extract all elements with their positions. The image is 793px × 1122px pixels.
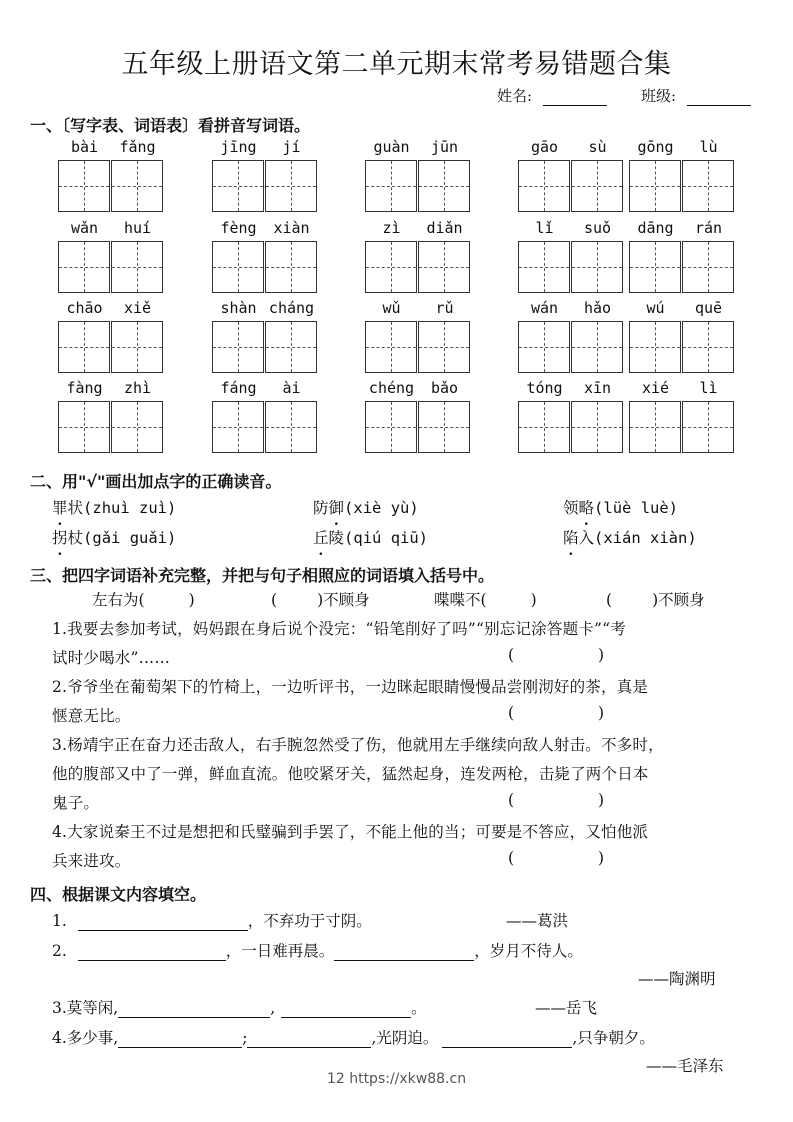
section2-heading: 二、用"√"画出加点字的正确读音。 (30, 472, 282, 491)
answer-paren-close[interactable]: ) (598, 704, 605, 722)
pinyin-options[interactable]: (zhuì zuì) (83, 499, 177, 517)
idiom-text: 喋喋不( (434, 591, 487, 609)
writing-box[interactable] (682, 401, 734, 453)
word-part: 领 (563, 499, 579, 517)
q2-text-1: ，一日难再晨。 (225, 942, 335, 960)
writing-box[interactable] (518, 401, 570, 453)
q1-text: ，不弃功于寸阴。 (247, 912, 372, 930)
writing-box[interactable] (629, 321, 681, 373)
writing-box[interactable] (418, 401, 470, 453)
pinyin-label: rán (694, 219, 723, 237)
pinyin-options[interactable]: (gǎi guǎi) (83, 529, 177, 547)
dotted-character: 略 (578, 499, 595, 517)
name-blank[interactable] (543, 91, 607, 106)
writing-box[interactable] (518, 160, 570, 212)
word-part: 陵 (328, 529, 345, 547)
writing-box[interactable] (365, 321, 417, 373)
dotted-character: 陷 (563, 529, 579, 547)
writing-box[interactable] (365, 241, 417, 293)
q3-blank-2[interactable] (281, 1001, 411, 1018)
writing-box[interactable] (58, 160, 110, 212)
q2-blank-1[interactable] (78, 944, 226, 961)
writing-box[interactable] (111, 241, 163, 293)
q4-end: ,只争朝夕。 (572, 1029, 655, 1047)
q2-author: ——陶渊明 (638, 970, 716, 988)
pronunciation-item (563, 496, 678, 518)
pinyin-label: chéng (368, 379, 415, 397)
writing-box[interactable] (682, 241, 734, 293)
q4-sep: ; (242, 1029, 248, 1047)
answer-paren-open[interactable]: ( (508, 646, 515, 664)
pinyin-label: ài (282, 379, 301, 397)
pinyin-label: bǎo (430, 379, 459, 397)
question-line: 2.爷爷坐在葡萄架下的竹椅上，一边听评书，一边眯起眼睛慢慢品尝刚沏好的茶，真是 (52, 678, 649, 696)
pinyin-options[interactable]: (lüè luè) (594, 499, 679, 517)
writing-box[interactable] (58, 241, 110, 293)
writing-box[interactable] (265, 321, 317, 373)
answer-paren-open[interactable]: ( (508, 791, 515, 809)
q4-blank-2[interactable] (247, 1031, 371, 1048)
pinyin-label: fèng (220, 219, 257, 237)
dotted-character: 拐 (52, 529, 68, 547)
pinyin-label: wán (530, 299, 559, 317)
dotted-character: 罪 (52, 499, 68, 517)
idiom-text: ( (606, 591, 613, 609)
writing-box[interactable] (265, 160, 317, 212)
idiom-item (271, 588, 370, 610)
writing-box[interactable] (571, 241, 623, 293)
pinyin-label: fáng (220, 379, 257, 397)
name-label: 姓名: (497, 87, 533, 105)
writing-box[interactable] (111, 401, 163, 453)
pinyin-label: hǎo (583, 299, 612, 317)
answer-paren-close[interactable]: ) (598, 646, 605, 664)
writing-box[interactable] (365, 160, 417, 212)
fill-q2 (52, 939, 583, 961)
pinyin-label: xiàn (273, 219, 310, 237)
pinyin-label: shàn (220, 299, 257, 317)
writing-box[interactable] (212, 321, 264, 373)
pinyin-label: lù (699, 138, 718, 156)
q3-end: 。 (411, 999, 427, 1017)
question-line: 鬼子。 (52, 794, 100, 812)
fill-q4 (52, 1026, 655, 1048)
pinyin-label: fǎng (119, 138, 156, 156)
writing-box[interactable] (58, 321, 110, 373)
writing-box[interactable] (682, 321, 734, 373)
writing-box[interactable] (58, 401, 110, 453)
writing-box[interactable] (682, 160, 734, 212)
footer-page-url: 12 https://xkw88.cn (326, 1071, 467, 1087)
writing-box[interactable] (629, 401, 681, 453)
writing-box[interactable] (365, 401, 417, 453)
word-part: 防 (313, 499, 329, 517)
pinyin-label: jīng (220, 138, 257, 156)
word-part: 杖 (67, 529, 84, 547)
pinyin-label: rǔ (435, 299, 454, 317)
q2-blank-2[interactable] (334, 944, 474, 961)
writing-box[interactable] (418, 321, 470, 373)
word-part: 状 (67, 499, 84, 517)
pinyin-label: bài (70, 138, 99, 156)
answer-paren-open[interactable]: ( (508, 849, 515, 867)
writing-box[interactable] (265, 241, 317, 293)
fill-q3 (52, 996, 427, 1018)
page-title: 五年级上册语文第二单元期末常考易错题合集 (121, 49, 672, 80)
dotted-character: 御 (328, 499, 345, 517)
q3-sep: , (270, 999, 276, 1017)
question-line: 3.杨靖宇正在奋力还击敌人，右手腕忽然受了伤，他就用左手继续向敌人射击。不多时， (52, 736, 664, 754)
pinyin-label: wú (646, 299, 665, 317)
pinyin-label: xiě (123, 299, 152, 317)
idiom-text: ) (530, 591, 537, 609)
pinyin-label: fàng (66, 379, 103, 397)
answer-paren-close[interactable]: ) (598, 849, 605, 867)
pronunciation-item (52, 526, 176, 548)
section4-heading: 四、根据课文内容填空。 (30, 885, 207, 904)
class-label: 班级: (641, 87, 677, 105)
section3-heading: 三、把四字词语补充完整，并把与句子相照应的词语填入括号中。 (30, 566, 495, 585)
pinyin-label: quē (694, 299, 723, 317)
pronunciation-item (313, 496, 419, 518)
pinyin-options[interactable]: (xián xiàn) (594, 529, 697, 547)
question-line: 他的腹部又中了一弹，鲜血直流。他咬紧牙关，猛然起身，连发两枪，击毙了两个日本 (52, 765, 649, 783)
pinyin-label: lì (699, 379, 718, 397)
writing-box[interactable] (212, 401, 264, 453)
q3-blank-1[interactable] (118, 1001, 270, 1018)
pinyin-label: huí (123, 219, 152, 237)
writing-box[interactable] (111, 321, 163, 373)
q4-blank-3[interactable] (442, 1031, 572, 1048)
pinyin-options[interactable]: (qiú qiū) (344, 529, 429, 547)
idiom-item (434, 588, 537, 610)
pronunciation-item (313, 526, 428, 548)
q3-prefix: 3.莫等闲, (52, 999, 119, 1017)
writing-box[interactable] (418, 160, 470, 212)
pinyin-label: wǔ (382, 299, 401, 317)
writing-box[interactable] (418, 241, 470, 293)
pinyin-label: xīn (583, 379, 612, 397)
pinyin-label: dāng (637, 219, 674, 237)
pinyin-options[interactable]: (xiè yù) (344, 499, 419, 517)
section1-heading: 一、〔写字表、词语表〕看拼音写词语。 (30, 116, 311, 135)
pinyin-label: wǎn (70, 219, 99, 237)
word-part: 入 (578, 529, 595, 547)
pinyin-label: diǎn (426, 219, 463, 237)
writing-box[interactable] (629, 160, 681, 212)
q1-blank[interactable] (78, 914, 248, 931)
pronunciation-item (52, 496, 176, 518)
pinyin-label: cháng (268, 299, 315, 317)
pinyin-label: suǒ (583, 219, 612, 237)
idiom-item (606, 588, 705, 610)
q3-author: ——岳飞 (535, 999, 598, 1017)
writing-box[interactable] (518, 321, 570, 373)
q4-blank-1[interactable] (118, 1031, 242, 1048)
pinyin-label: jūn (430, 138, 459, 156)
answer-paren-open[interactable]: ( (508, 704, 515, 722)
writing-box[interactable] (571, 160, 623, 212)
pinyin-label: tóng (526, 379, 563, 397)
pinyin-label: gāo (530, 138, 559, 156)
writing-box[interactable] (518, 241, 570, 293)
writing-box[interactable] (212, 241, 264, 293)
pinyin-label: xié (641, 379, 670, 397)
idiom-item (92, 588, 195, 610)
question-line: 惬意无比。 (52, 707, 131, 725)
pinyin-label: zhì (123, 379, 152, 397)
writing-box[interactable] (629, 241, 681, 293)
idiom-text: 左右为( (92, 591, 145, 609)
name-field[interactable] (497, 85, 607, 106)
q2-text-2: ，岁月不待人。 (474, 942, 583, 960)
pinyin-label: zì (382, 219, 401, 237)
writing-box[interactable] (111, 160, 163, 212)
pinyin-label: gōng (637, 138, 674, 156)
q1-author: ——葛洪 (506, 912, 569, 930)
pinyin-label: lǐ (535, 219, 554, 237)
pinyin-label: chāo (66, 299, 103, 317)
answer-paren-close[interactable]: ) (598, 791, 605, 809)
dotted-character: 丘 (313, 529, 329, 547)
pinyin-label: guàn (373, 138, 410, 156)
question-line: 兵来进攻。 (52, 852, 131, 870)
idiom-text: )不顾身 (652, 591, 705, 609)
class-blank[interactable] (687, 91, 751, 106)
q4-author: ——毛泽东 (646, 1057, 724, 1075)
writing-box[interactable] (571, 401, 623, 453)
writing-box[interactable] (265, 401, 317, 453)
class-field[interactable] (641, 85, 751, 106)
question-line: 试时少喝水”…… (52, 649, 171, 667)
writing-box[interactable] (571, 321, 623, 373)
idiom-text: ( (271, 591, 278, 609)
q4-prefix: 4.多少事, (52, 1029, 119, 1047)
fill-q1 (52, 909, 372, 931)
pronunciation-item (563, 526, 697, 548)
question-line: 4.大家说秦王不过是想把和氏璧骗到手罢了，不能上他的当；可要是不答应，又怕他派 (52, 823, 649, 841)
q1-number: 1. (52, 912, 67, 930)
idiom-text: )不顾身 (317, 591, 370, 609)
writing-box[interactable] (212, 160, 264, 212)
q4-mid: ,光阴迫。 (371, 1029, 439, 1047)
pinyin-label: jí (282, 138, 301, 156)
question-line: 1.我要去参加考试，妈妈跟在身后说个没完：“铅笔削好了吗”“别忘记涂答题卡”“考 (52, 620, 626, 638)
idiom-text: ) (188, 591, 195, 609)
q2-number: 2. (52, 942, 67, 960)
pinyin-label: sù (588, 138, 607, 156)
